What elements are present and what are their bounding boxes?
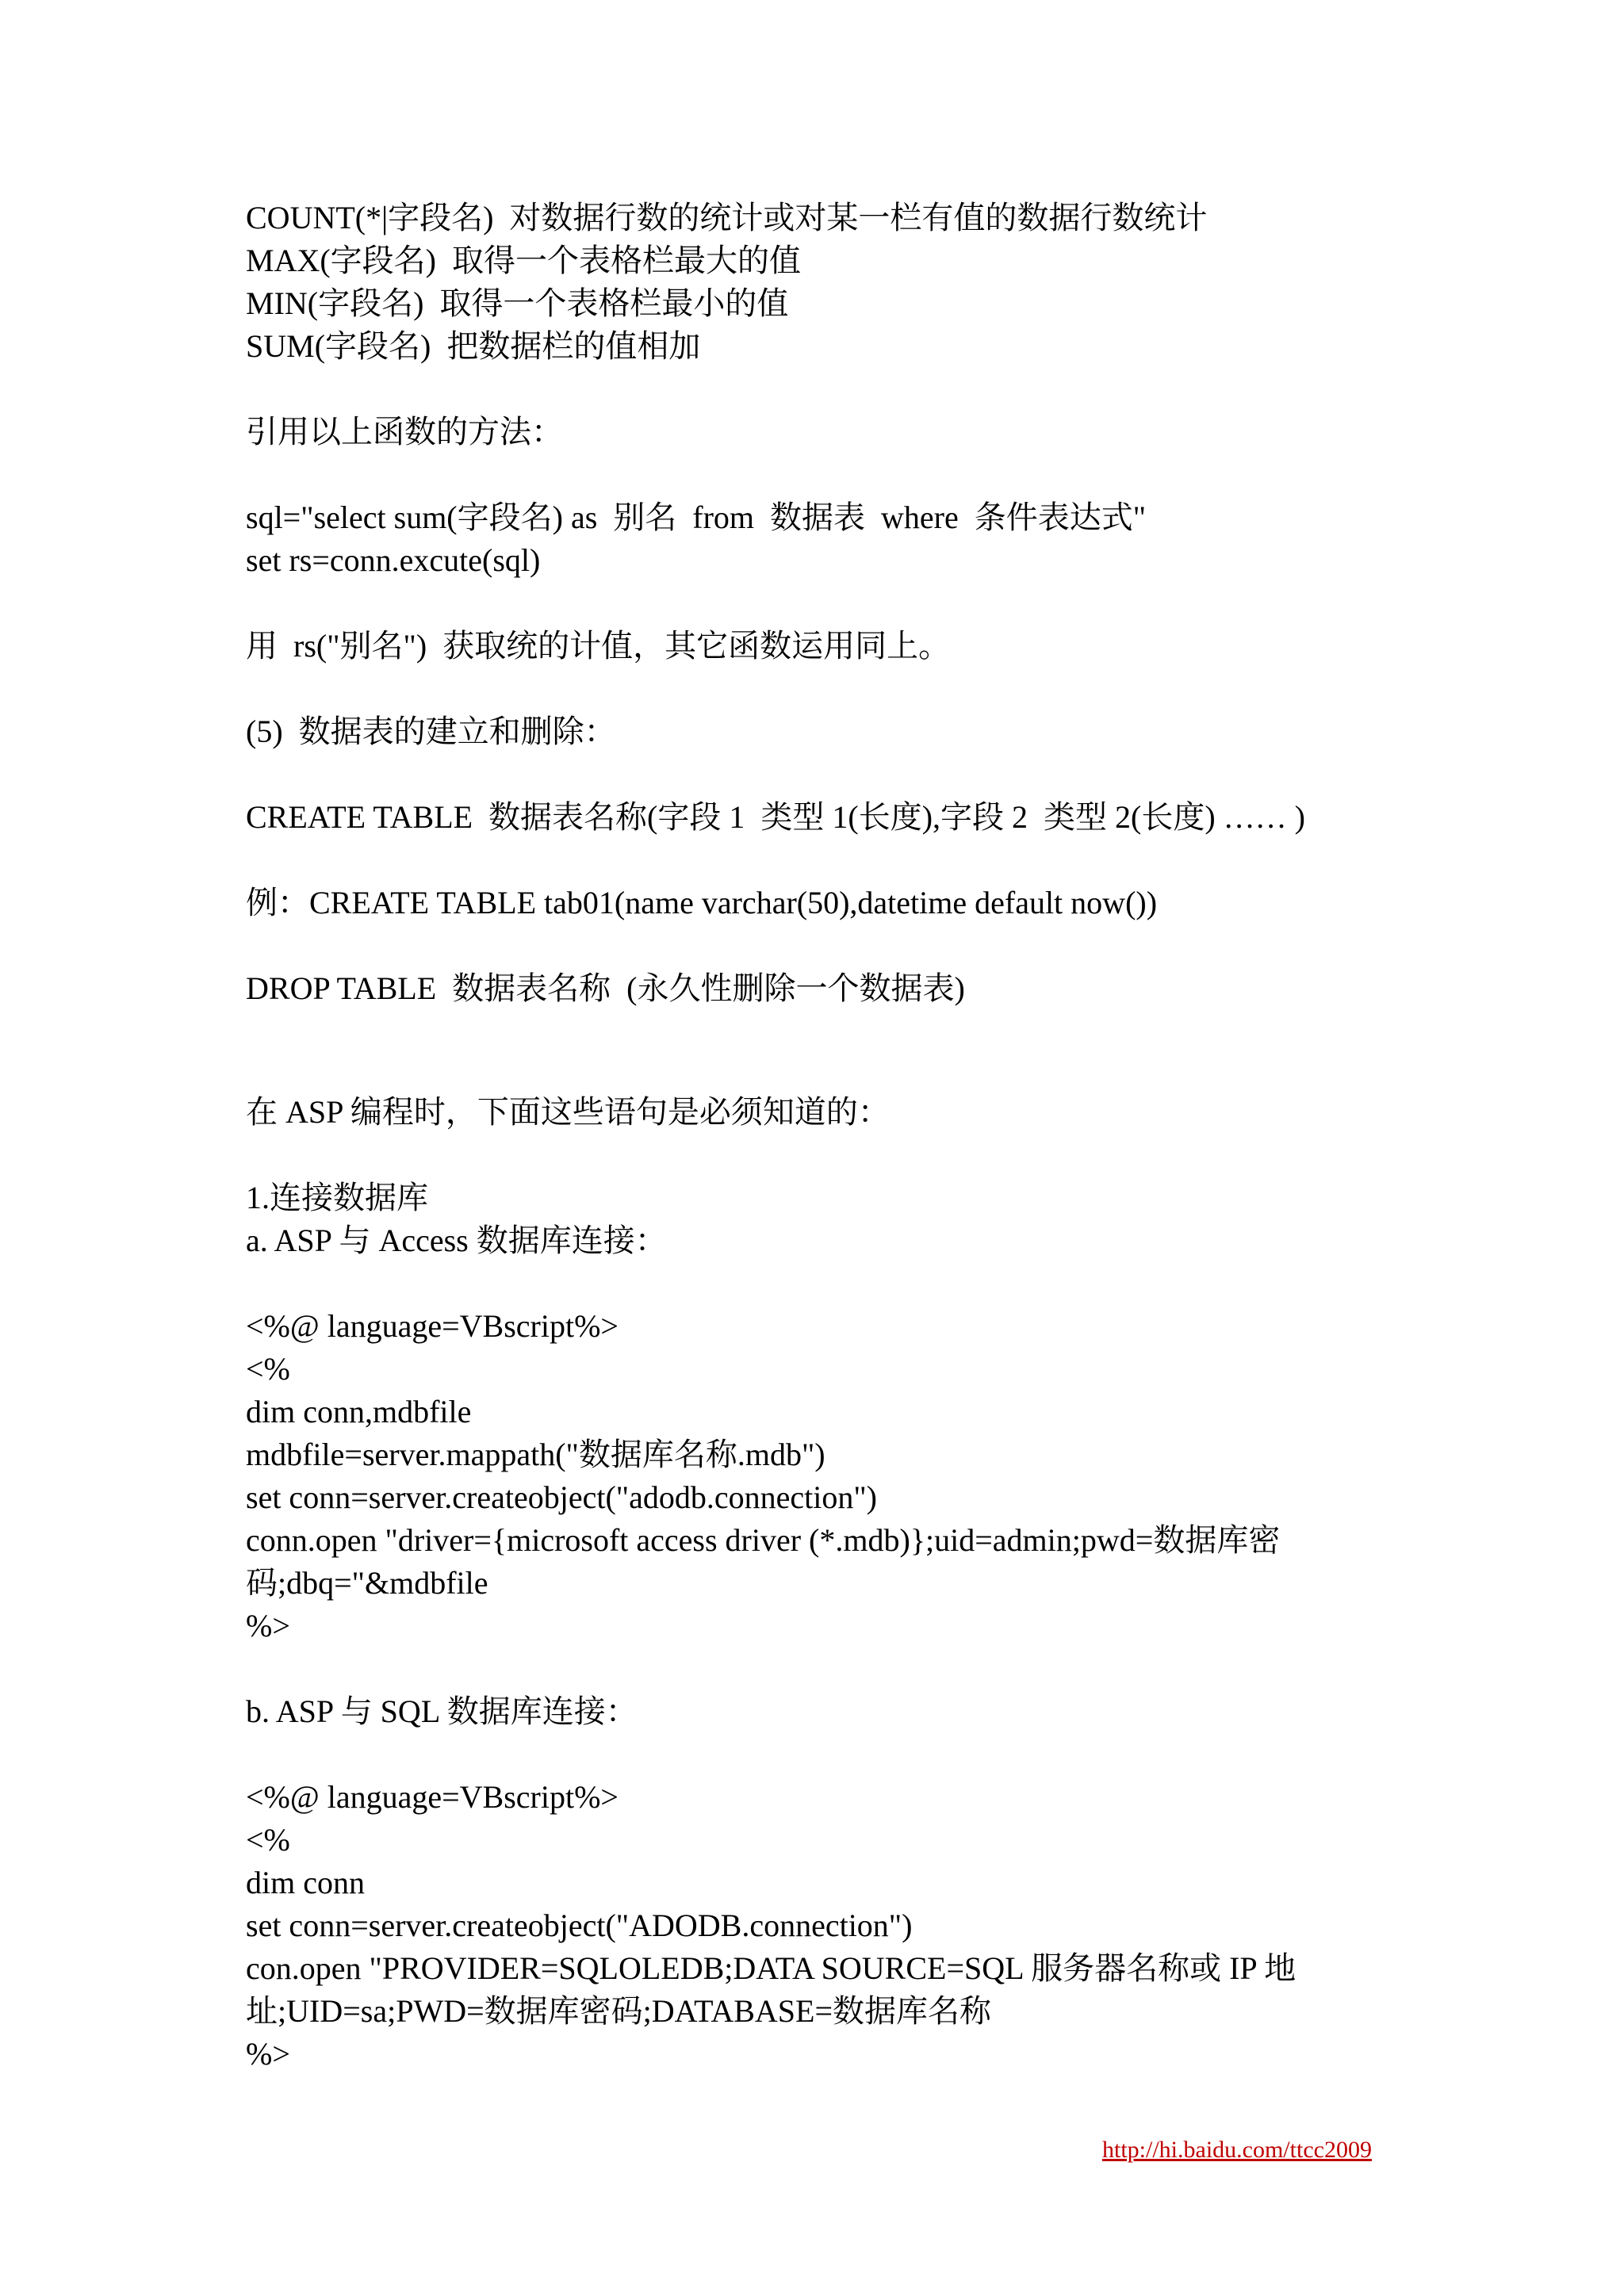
- code-line-close-tag: %>: [246, 1608, 290, 1644]
- code-line-set-conn: set conn=server.createobject("adodb.connection"): [246, 1479, 877, 1515]
- code-line-language-2: <%@ language=VBscript%>: [246, 1779, 619, 1815]
- footer-url-link[interactable]: http://hi.baidu.com/ttcc2009: [1102, 2137, 1372, 2163]
- code-line-create-example: 例：CREATE TABLE tab01(name varchar(50),datetime default now()): [246, 885, 1158, 920]
- code-line-dim: dim conn,mdbfile: [246, 1394, 472, 1429]
- text-line-count: COUNT(*|字段名) 对数据行数的统计或对某一栏有值的数据行数统计: [246, 200, 1208, 235]
- section-heading-connect-db: 1.连接数据库: [246, 1180, 428, 1215]
- code-line-set-conn-2: set conn=server.createobject("ADODB.connection"): [246, 1908, 913, 1943]
- subheading-sql-connect: b. ASP 与 SQL 数据库连接：: [246, 1693, 638, 1729]
- code-line-mdbfile: mdbfile=server.mappath("数据库名称.mdb"): [246, 1437, 825, 1472]
- code-line-create-table: CREATE TABLE 数据表名称(字段 1 类型 1(长度),字段 2 类型 2(长度) …… ): [246, 799, 1305, 835]
- code-line-drop-table: DROP TABLE 数据表名称 (永久性删除一个数据表): [246, 970, 965, 1006]
- code-line-set-rs: set rs=conn.excute(sql): [246, 542, 541, 578]
- code-line-con-open-cont: 址;UID=sa;PWD=数据库密码;DATABASE=数据库名称: [246, 1993, 992, 2029]
- code-line-conn-open: conn.open "driver={microsoft access driver (*.mdb)};uid=admin;pwd=数据库密: [246, 1522, 1281, 1558]
- section-heading-table-ops: (5) 数据表的建立和删除：: [246, 714, 616, 749]
- text-line-max: MAX(字段名) 取得一个表格栏最大的值: [246, 243, 801, 278]
- text-line-sum: SUM(字段名) 把数据栏的值相加: [246, 328, 701, 364]
- code-line-open-tag-2: <%: [246, 1822, 290, 1858]
- code-line-open-tag: <%: [246, 1351, 290, 1387]
- text-line-rs-usage: 用 rs("别名") 获取统的计值，其它函数运用同上。: [246, 628, 951, 664]
- subheading-access-connect: a. ASP 与 Access 数据库连接：: [246, 1223, 667, 1258]
- code-line-dim-2: dim conn: [246, 1865, 365, 1900]
- code-line-language: <%@ language=VBscript%>: [246, 1308, 619, 1344]
- text-line-function-usage: 引用以上函数的方法：: [246, 414, 563, 450]
- text-line-asp-intro: 在 ASP 编程时，下面这些语句是必须知道的：: [246, 1094, 890, 1130]
- text-line-min: MIN(字段名) 取得一个表格栏最小的值: [246, 285, 789, 321]
- code-line-conn-open-cont: 码;dbq="&mdbfile: [246, 1565, 488, 1601]
- code-line-sql-select: sql="select sum(字段名) as 别名 from 数据表 where 条件表达式": [246, 499, 1147, 535]
- code-line-close-tag-2: %>: [246, 2036, 290, 2072]
- code-line-con-open: con.open "PROVIDER=SQLOLEDB;DATA SOURCE=SQL 服务器名称或 IP 地: [246, 1950, 1297, 1986]
